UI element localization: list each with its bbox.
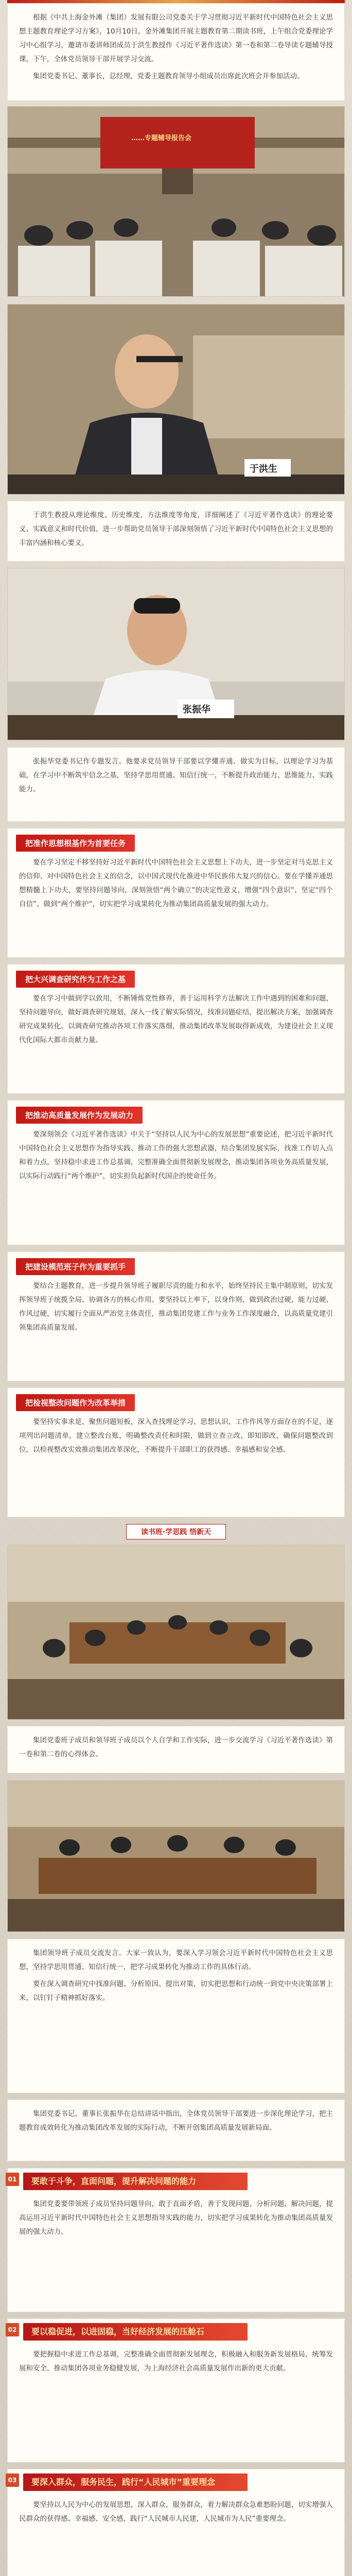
numbered-item-2-title: 要以稳促进，以进固稳，当好经济发展的压舱石 xyxy=(23,2323,248,2341)
photo-speaker-yu xyxy=(7,304,345,495)
numbered-item-3-body: 要坚持以人民为中心的发展思想，深入群众、服务群众，着力解决群众急难愁盼问题，切实增强人民群众的获得感、幸福感、安全感，践行“人民城市人民建，人民城市为人民”重要理念。 xyxy=(19,2501,333,2523)
caption-4-paragraph-2: 要在深入调查研究中找准问题、分析原因、提出对策，切实把思想和行动统一到党中央决策部署上来，以钉钉子精神抓好落实。 xyxy=(19,1980,333,2002)
numbered-item-2 xyxy=(7,2318,345,2463)
section-5-card xyxy=(7,1387,345,1517)
auditorium-banner-text: ……专题辅导报告会 xyxy=(131,134,192,142)
numbered-item-1-body: 集团党委要带领班子成员坚持问题导向，敢于直面矛盾，善于发现问题、分析问题、解决问题，提高运用习近平新时代中国特色社会主义思想指导实践的能力，切实把学习成果转化为推动集团高质量发展的强大动力。 xyxy=(19,2200,333,2236)
caption-5-text: 集团党委书记、董事长张振华在总结讲话中指出，全体党员领导干部要进一步深化理论学习，把主题教育成效转化为推动集团改革发展的实际行动，不断开创集团高质量发展新局面。 xyxy=(19,2110,333,2132)
caption-1-text: 于洪生教授从理论维度、历史维度、方法维度等角度，详细阐述了《习近平著作选读》的理论要义、实践意义和时代价值，进一步帮助党员领导干部深刻领悟了习近平新时代中国特色社会主义思想的丰富内涵和核心要义。 xyxy=(19,511,333,547)
meeting-2-photo-image xyxy=(8,1781,345,1932)
section-4-body: 要结合主题教育，进一步提升领导班子履职尽责的能力和水平，始终坚持民主集中制原则，切实发挥领导班子统揽全局、协调各方的核心作用。要坚持以上率下，以身作则，做到政治过硬、能力过硬、作风过硬，切实履行全面从严治党主体责任，推动集团党建工作与业务工作深度融合，以高质量党建引领集团高质量发展。 xyxy=(19,1282,333,1332)
caption-card-5 xyxy=(7,2099,345,2161)
intro-card xyxy=(7,3,345,101)
speaker-zhang-photo-image xyxy=(8,568,345,740)
numbered-item-1-badge: 01 xyxy=(6,2173,19,2186)
numbered-item-2-badge: 02 xyxy=(6,2323,19,2336)
photo-speaker-zhang xyxy=(7,568,345,740)
caption-card-2 xyxy=(7,747,345,822)
intro-paragraph-1: 根据《中共上海金外滩（集团）发展有限公司党委关于学习贯彻习近平新时代中国特色社会主义思想主题教育理论学习方案》，10月10日，金外滩集团开展主题教育第二期读书班，上午组合党委理论学习中心组学习，邀请市委讲师团成员于洪生教授作《习近平著作选读》第一卷和第二卷导读专题辅导授课，下午，全体党员领导干部开展学习交流。 xyxy=(19,13,333,63)
section-3-card xyxy=(7,1100,345,1245)
speaker-yu-nameplate: 于洪生 xyxy=(250,464,277,474)
photo-meeting-1 xyxy=(7,1545,345,1720)
speaker-yu-photo-image xyxy=(8,304,345,495)
photo-auditorium xyxy=(7,106,345,297)
section-2-body: 要在学习中做到学以致用，不断锤炼党性修养，善于运用科学方法解决工作中遇到的困难和问题，坚持问题导向，做好调查研究规划，深入一线了解实际情况，找准问题症结，提出解决方案，加强调查研究成果转化，以调查研究推动各项工作落实落细，推动集团改革发展取得新成效，为建设社会主义现代化国际大都市贡献力量。 xyxy=(19,994,333,1044)
meeting-1-photo-image xyxy=(8,1545,345,1720)
section-1-title: 把准作思想根基作为首要任务 xyxy=(16,835,135,852)
numbered-item-3 xyxy=(7,2469,345,2576)
divider-label: 读书班·学思践 悟新天 xyxy=(126,1524,226,1539)
section-1-card xyxy=(7,828,345,958)
reading-class-divider xyxy=(0,1524,352,1539)
caption-card-3 xyxy=(7,1726,345,1773)
caption-card-1 xyxy=(7,501,345,562)
section-5-title: 把检视整改问题作为改革举措 xyxy=(16,1394,135,1411)
section-3-body: 要深刻领会《习近平著作选读》中关于“坚持以人民为中心的发展思想”重要论述，把习近平新时代中国特色社会主义思想作为指导实践、推动工作的强大思想武器，结合集团发展实际，找准工作切入点和着力点，坚持稳中求进工作总基调，完整准确全面贯彻新发展理念，推动集团各项业务高质量发展，以实际行动践行“两个维护”，切实担负起新时代国企的使命任务。 xyxy=(19,1130,333,1180)
caption-4-paragraph-1: 集团领导班子成员交流发言。大家一致认为，要深入学习领会习近平新时代中国特色社会主义思想，坚持学思用贯通、知信行统一，把学习成果转化为推动工作的具体行动。 xyxy=(19,1949,333,1971)
caption-3-text: 集团党委班子成员和领导班子成员以个人自学和工作实际，进一步交流学习《习近平著作选读》第一卷和第二卷的心得体会。 xyxy=(19,1736,333,1758)
section-3-title: 把推动高质量发展作为发展动力 xyxy=(16,1107,143,1124)
numbered-item-3-title: 要深入群众，服务民生，践行“人民城市”重要理念 xyxy=(23,2473,248,2491)
section-1-body: 要在学习坚定不移坚持好习近平新时代中国特色社会主义思想上下功夫，进一步坚定对马克思主义的信仰、对中国特色社会主义的信念，以中国式现代化推进中华民族伟大复兴的信心。要在学懂弄通思想精髓上下功夫，要坚持问题导向，深刻领悟“两个确立”的决定性意义，增强“四个意识”、坚定“四个自信”、做到“两个维护”，切实把学习成果转化为推动集团高质量发展的强大动力。 xyxy=(19,858,333,908)
photo-meeting-2 xyxy=(7,1780,345,1932)
numbered-item-2-body: 要把握稳中求进工作总基调，完整准确全面贯彻新发展理念，积极融入和服务新发展格局，统筹发展和安全，推动集团各项业务稳健发展，为上海经济社会高质量发展作出新的更大贡献。 xyxy=(19,2350,333,2372)
numbered-item-1 xyxy=(7,2168,345,2312)
section-2-title: 把大兴调查研究作为工作之基 xyxy=(16,971,135,988)
section-5-body: 要坚持实事求是、聚焦问题短板，深入查找理论学习、思想认识、工作作风等方面存在的不足，逐项列出问题清单，建立整改台账，明确整改责任和时限，做到立查立改、即知即改，确保问题整改到位，以检视整改实效推动集团改革深化，不断提升干部职工的获得感、幸福感和安全感。 xyxy=(19,1418,333,1454)
speaker-zhang-nameplate: 张振华 xyxy=(183,704,210,715)
caption-2-text: 张振华党委书记作专题发言。他要求党员领导干部要以学懂弄通、做实为目标，以理论学习为基础，在学习中不断筑牢信念之基，坚持学思用贯通、知信行统一，不断提升政治能力、思维能力、实践能力。 xyxy=(19,757,333,793)
numbered-item-1-title: 要敢于斗争，直面问题，提升解决问题的能力 xyxy=(23,2173,248,2190)
section-4-card xyxy=(7,1251,345,1381)
intro-paragraph-2: 集团党委书记、董事长，总经理，党委主题教育领导小组成员出席此次班会并参加活动。 xyxy=(33,72,304,80)
numbered-item-3-badge: 03 xyxy=(6,2473,19,2487)
section-4-title: 把建设模范班子作为重要抓手 xyxy=(16,1258,135,1275)
caption-card-4 xyxy=(7,1939,345,2093)
section-2-card xyxy=(7,964,345,1094)
